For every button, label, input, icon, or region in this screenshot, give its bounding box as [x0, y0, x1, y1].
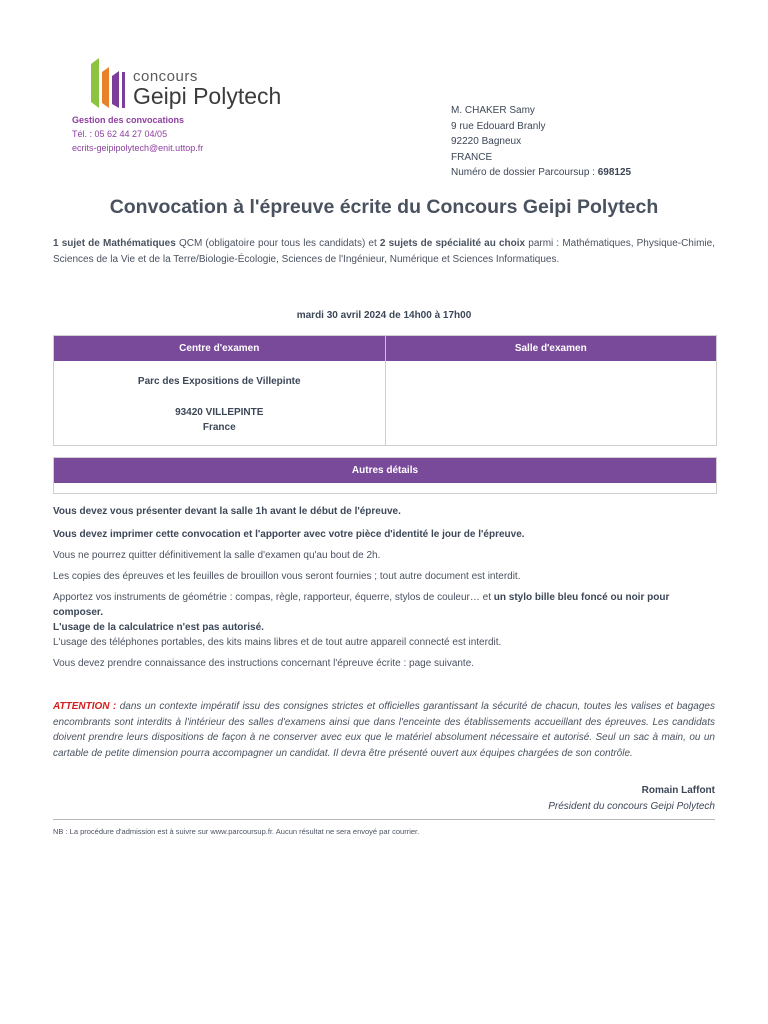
- details-box: [53, 457, 717, 494]
- sender-block: [72, 113, 203, 155]
- rule-copies: Les copies des épreuves et les feuilles de brouillon vous seront fournies ; tout autre document est interdit.: [53, 571, 521, 582]
- footer-note: NB : La procédure d'admission est à suivre sur www.parcoursup.fr. Aucun résultat ne sera envoyé par courrier.: [53, 827, 420, 836]
- salle-cell: [386, 361, 717, 445]
- attention-text: dans un contexte impératif issu des consignes strictes et officielles garantissant la sécurité de chacun, toutes les valises et bagages encombrants sont interdits à l'intérieur des salles d'examens ainsi que dans l'enceinte des établissements accueillant des épreuves. Les candidats doivent prendre leurs dispositions de façon à ne conserver avec eux que le matériel absolument nécessaire et autorisé. Seul un sac à main, ou un cartable de petite dimension pourra accompagner un candidat. Il devra être présenté ouvert aux équipes chargées de son contrôle.: [53, 701, 715, 759]
- sender-title: Gestion des convocations: [72, 115, 185, 125]
- attention-label: ATTENTION :: [53, 701, 117, 712]
- geipi-logo: [91, 58, 281, 108]
- intro-bold-2: 2 sujets de spécialité au choix: [379, 238, 526, 249]
- header-centre: Centre d'examen: [54, 336, 386, 361]
- logo-small-text: concours: [133, 68, 198, 85]
- details-header: Autres détails: [54, 458, 716, 483]
- signature-name: Romain Laffont: [641, 785, 715, 796]
- exam-table-header: [54, 336, 716, 361]
- centre-cell: [54, 361, 386, 445]
- rule-phones: L'usage des téléphones portables, des kits mains libres et de tout autre appareil connecté est interdit.: [53, 637, 502, 648]
- signature-role: Président du concours Geipi Polytech: [548, 801, 715, 812]
- intro-text-2: parmi : Mathématiques, Physique-Chimie, Sciences de la Vie et de la Terre/Biologie-Écologie, Sciences de l'Ingénieur, Numérique et Sciences Informatiques.: [53, 238, 715, 265]
- attention-notice: [53, 699, 715, 761]
- intro-bold-1: 1 sujet de Mathématiques: [53, 238, 176, 249]
- rule-instruments-bold: un stylo bille bleu foncé ou noir pour composer.: [53, 592, 670, 618]
- header-salle: Salle d'examen: [514, 343, 587, 354]
- footer-divider: [53, 819, 715, 820]
- dossier-line: [451, 165, 631, 181]
- sender-email[interactable]: ecrits-geipipolytech@enit.uttop.fr: [72, 143, 204, 153]
- exam-date: mardi 30 avril 2024 de 14h00 à 17h00: [296, 310, 472, 321]
- rule-calculator: L'usage de la calculatrice n'est pas autorisé.: [53, 622, 264, 633]
- intro-text-1: QCM (obligatoire pour tous les candidats) et: [175, 238, 380, 249]
- signature-block: [548, 783, 715, 815]
- exam-table: [53, 335, 717, 446]
- rule-instruments: [53, 590, 715, 620]
- logo-big-text: Geipi Polytech: [133, 83, 282, 109]
- sender-tel: Tél. : 05 62 44 27 04/05: [72, 129, 168, 139]
- recipient-name: M. CHAKER Samy: [451, 105, 535, 116]
- rules-list: [53, 504, 715, 671]
- rule-arrival: Vous devez vous présenter devant la salle 1h avant le début de l'épreuve.: [53, 506, 401, 517]
- exam-table-row: [54, 361, 716, 445]
- rule-leave: Vous ne pourrez quitter définitivement la salle d'examen qu'au bout de 2h.: [53, 550, 381, 561]
- rule-instructions: Vous devez prendre connaissance des instructions concernant l'épreuve écrite : page suivante.: [53, 658, 475, 669]
- logo-bars-icon: [91, 58, 127, 108]
- recipient-street: 9 rue Edouard Branly: [451, 120, 546, 132]
- recipient-address: [451, 103, 631, 181]
- dossier-number: 698125: [597, 167, 632, 178]
- rule-instruments-text: Apportez vos instruments de géométrie : compas, règle, rapporteur, équerre, stylos de couleur… et: [53, 592, 494, 603]
- centre-city: 93420 VILLEPINTE: [175, 406, 264, 418]
- rule-print: Vous devez imprimer cette convocation et l'apporter avec votre pièce d'identité le jour de l'épreuve.: [53, 529, 525, 540]
- intro-paragraph: [53, 236, 715, 267]
- centre-country: France: [202, 422, 236, 433]
- page-title: Convocation à l'épreuve écrite du Concours Geipi Polytech: [109, 196, 659, 218]
- centre-name: Parc des Expositions de Villepinte: [137, 376, 301, 387]
- dossier-label: Numéro de dossier Parcoursup :: [451, 167, 598, 178]
- recipient-country: FRANCE: [451, 151, 493, 163]
- recipient-city: 92220 Bagneux: [451, 136, 522, 147]
